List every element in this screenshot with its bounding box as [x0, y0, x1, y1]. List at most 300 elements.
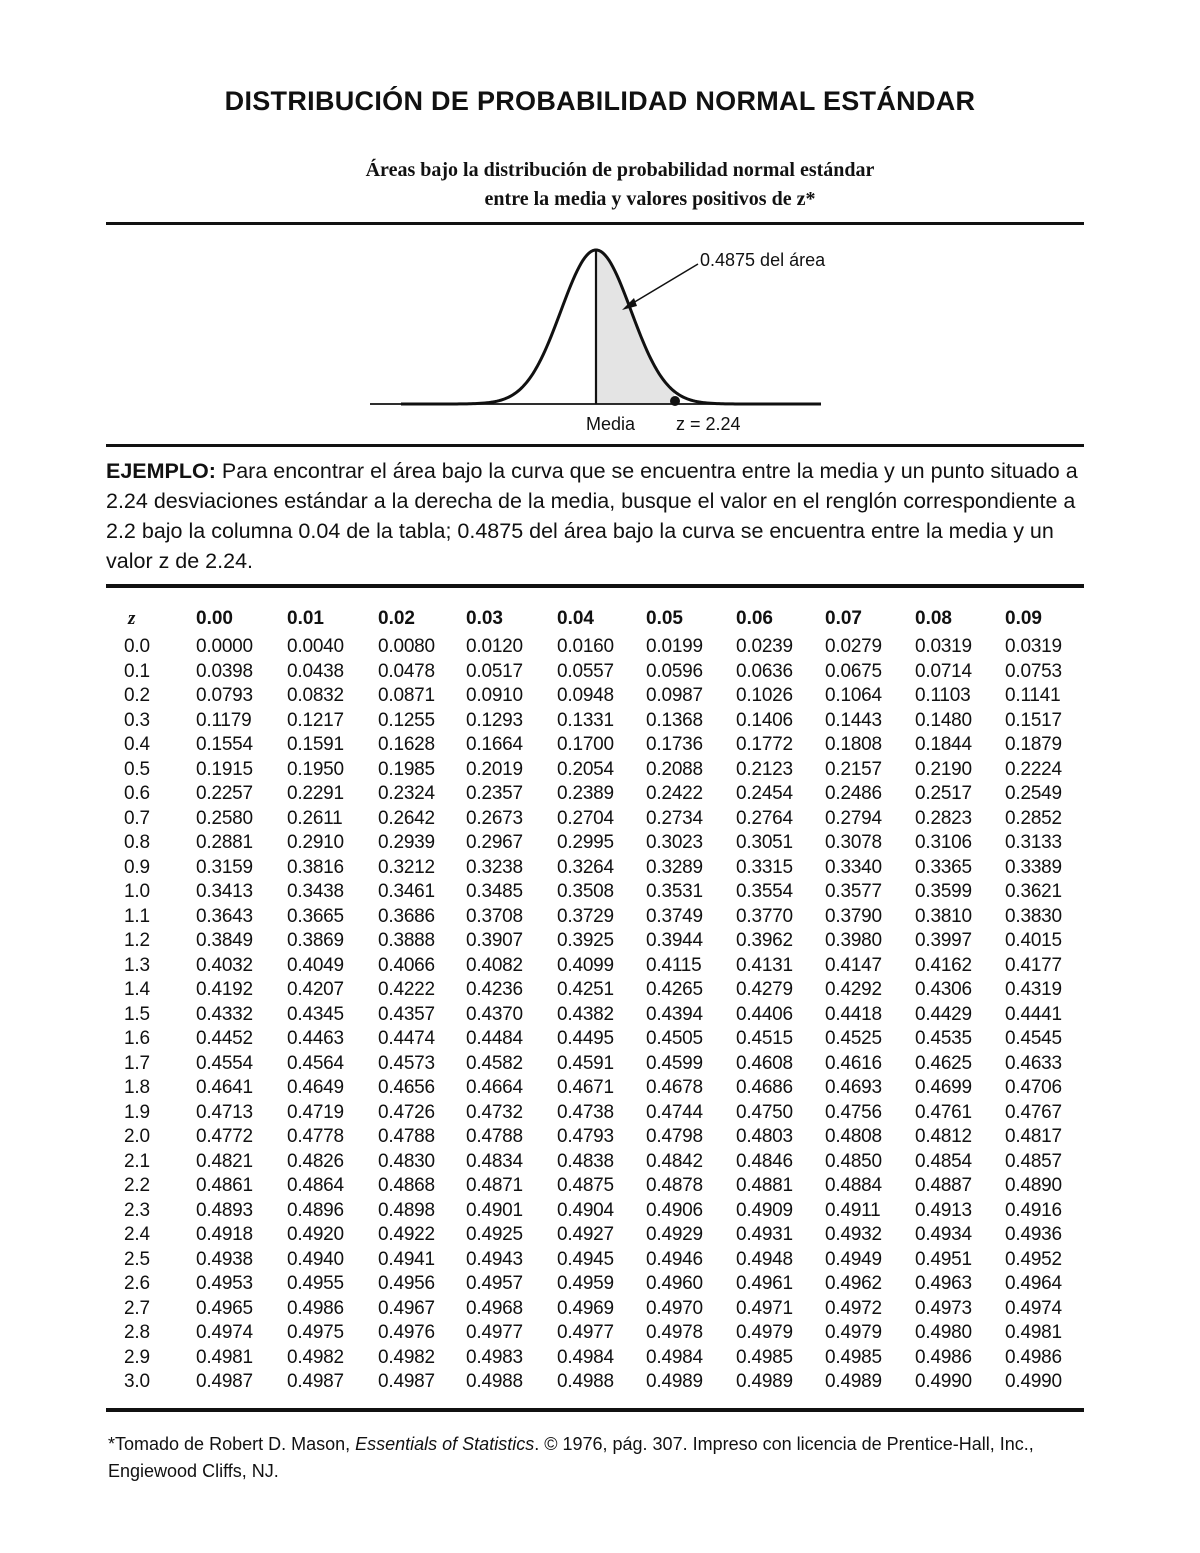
table-cell: 0.1026: [736, 685, 793, 707]
table-cell: 0.4913: [915, 1199, 972, 1221]
table-cell: 0.4265: [646, 979, 703, 1001]
table-cell: 0.4418: [825, 1003, 882, 1025]
table-cell: 0.3577: [825, 881, 882, 903]
table-cell: 0.0478: [378, 660, 435, 682]
table-cell: 0.4981: [1005, 1322, 1062, 1344]
z-row-label: 2.5: [124, 1248, 150, 1270]
table-cell: 0.3790: [825, 905, 882, 927]
table-cell: 0.3665: [287, 905, 344, 927]
column-header: 0.04: [557, 607, 594, 629]
table-row: [108, 758, 1084, 783]
table-cell: 0.4990: [915, 1371, 972, 1393]
table-cell: 0.4918: [196, 1224, 253, 1246]
table-cell: 0.4983: [466, 1346, 523, 1368]
table-cell: 0.0120: [466, 636, 523, 658]
z-row-label: 2.4: [124, 1224, 150, 1246]
table-cell: 0.4906: [646, 1199, 703, 1221]
table-cell: 0.4406: [736, 1003, 793, 1025]
table-cell: 0.3531: [646, 881, 703, 903]
table-cell: 0.4821: [196, 1150, 253, 1172]
table-cell: 0.4925: [466, 1224, 523, 1246]
table-cell: 0.2190: [915, 758, 972, 780]
table-body: [108, 635, 1084, 1395]
table-cell: 0.2704: [557, 807, 614, 829]
table-cell: 0.4957: [466, 1273, 523, 1295]
table-cell: 0.2357: [466, 783, 523, 805]
table-cell: 0.4834: [466, 1150, 523, 1172]
z-row-label: 0.9: [124, 856, 150, 878]
table-cell: 0.4969: [557, 1297, 614, 1319]
table-cell: 0.4951: [915, 1248, 972, 1270]
table-cell: 0.4970: [646, 1297, 703, 1319]
table-cell: 0.4625: [915, 1052, 972, 1074]
figure-divider: [106, 444, 1084, 447]
table-cell: 0.1808: [825, 734, 882, 756]
table-cell: 0.4564: [287, 1052, 344, 1074]
table-cell: 0.4394: [646, 1003, 703, 1025]
table-cell: 0.4964: [1005, 1273, 1062, 1295]
table-cell: 0.4980: [915, 1322, 972, 1344]
table-row: [108, 1076, 1084, 1101]
table-cell: 0.4936: [1005, 1224, 1062, 1246]
table-cell: 0.4990: [1005, 1371, 1062, 1393]
table-cell: 0.4671: [557, 1077, 614, 1099]
table-cell: 0.4979: [825, 1322, 882, 1344]
table-cell: 0.0832: [287, 685, 344, 707]
table-row: [108, 1370, 1084, 1395]
table-cell: 0.4236: [466, 979, 523, 1001]
table-cell: 0.2123: [736, 758, 793, 780]
table-cell: 0.4911: [825, 1199, 881, 1221]
table-cell: 0.2995: [557, 832, 614, 854]
table-cell: 0.1700: [557, 734, 614, 756]
table-cell: 0.2157: [825, 758, 882, 780]
table-cell: 0.4878: [646, 1175, 703, 1197]
table-cell: 0.3438: [287, 881, 344, 903]
table-cell: 0.4525: [825, 1028, 882, 1050]
table-cell: 0.4864: [287, 1175, 344, 1197]
table-cell: 0.4582: [466, 1052, 523, 1074]
table-cell: 0.4616: [825, 1052, 882, 1074]
table-row: [108, 1223, 1084, 1248]
table-cell: 0.0080: [378, 636, 435, 658]
table-cell: 0.1255: [378, 709, 435, 731]
table-cell: 0.3816: [287, 856, 344, 878]
table-cell: 0.4982: [378, 1346, 435, 1368]
table-cell: 0.4962: [825, 1273, 882, 1295]
table-cell: 0.4726: [378, 1101, 435, 1123]
table-cell: 0.4756: [825, 1101, 882, 1123]
table-cell: 0.2823: [915, 807, 972, 829]
z-row-label: 1.7: [124, 1052, 150, 1074]
table-cell: 0.0753: [1005, 660, 1062, 682]
table-cell: 0.4934: [915, 1224, 972, 1246]
column-header-z: z: [128, 607, 136, 629]
table-cell: 0.2642: [378, 807, 435, 829]
mean-label: Media: [586, 414, 636, 434]
table-cell: 0.2580: [196, 807, 253, 829]
table-cell: 0.1591: [287, 734, 344, 756]
table-cell: 0.4817: [1005, 1126, 1062, 1148]
table-cell: 0.4633: [1005, 1052, 1062, 1074]
table-row: [108, 880, 1084, 905]
table-cell: 0.4761: [915, 1101, 972, 1123]
table-header-row: [108, 602, 1084, 635]
table-cell: 0.4963: [915, 1273, 972, 1295]
table-cell: 0.1879: [1005, 734, 1062, 756]
z-row-label: 0.0: [124, 636, 150, 658]
table-row: [108, 709, 1084, 734]
table-cell: 0.3849: [196, 930, 253, 952]
table-cell: 0.3749: [646, 905, 703, 927]
table-cell: 0.0793: [196, 685, 253, 707]
table-cell: 0.3238: [466, 856, 523, 878]
table-cell: 0.4207: [287, 979, 344, 1001]
table-cell: 0.4808: [825, 1126, 882, 1148]
table-cell: 0.3159: [196, 856, 253, 878]
table-cell: 0.2517: [915, 783, 972, 805]
table-row: [108, 1174, 1084, 1199]
table-cell: 0.4916: [1005, 1199, 1062, 1221]
table-cell: 0.4973: [915, 1297, 972, 1319]
column-header: 0.07: [825, 607, 862, 629]
table-row: [108, 684, 1084, 709]
table-cell: 0.4545: [1005, 1028, 1062, 1050]
table-cell: 0.4693: [825, 1077, 882, 1099]
table-cell: 0.4881: [736, 1175, 793, 1197]
table-row: [108, 905, 1084, 930]
table-row: [108, 1003, 1084, 1028]
z-row-label: 2.0: [124, 1126, 150, 1148]
table-cell: 0.4976: [378, 1322, 435, 1344]
page-title: DISTRIBUCIÓN DE PROBABILIDAD NORMAL ESTÁNDAR: [224, 86, 976, 116]
table-cell: 0.4898: [378, 1199, 435, 1221]
table-cell: 0.4949: [825, 1248, 882, 1270]
table-cell: 0.4989: [825, 1371, 882, 1393]
table-cell: 0.2454: [736, 783, 793, 805]
z-row-label: 0.8: [124, 832, 150, 854]
table-cell: 0.4971: [736, 1297, 793, 1319]
z-row-label: 2.2: [124, 1175, 150, 1197]
table-cell: 0.4953: [196, 1273, 253, 1295]
table-cell: 0.4938: [196, 1248, 253, 1270]
table-cell: 0.4066: [378, 954, 435, 976]
table-cell: 0.0319: [915, 636, 972, 658]
table-cell: 0.4979: [736, 1322, 793, 1344]
z-row-label: 3.0: [124, 1371, 150, 1393]
table-cell: 0.4985: [736, 1346, 793, 1368]
table-cell: 0.0636: [736, 660, 793, 682]
normal-curve-svg: [106, 226, 1084, 444]
z-row-label: 1.4: [124, 979, 150, 1001]
footnote-suffix: . © 1976, pág. 307. Impreso con licencia de Prentice-Hall, Inc., Engiewood Cliffs, NJ.: [108, 1434, 1034, 1481]
table-cell: 0.2734: [646, 807, 703, 829]
table-cell: 0.3925: [557, 930, 614, 952]
table-cell: 0.4441: [1005, 1003, 1062, 1025]
example-paragraph: [106, 456, 1096, 576]
table-cell: 0.4945: [557, 1248, 614, 1270]
table-cell: 0.4929: [646, 1224, 703, 1246]
table-cell: 0.4909: [736, 1199, 793, 1221]
table-cell: 0.0398: [196, 660, 253, 682]
table-cell: 0.1915: [196, 758, 253, 780]
table-cell: 0.4429: [915, 1003, 972, 1025]
table-cell: 0.3264: [557, 856, 614, 878]
table-cell: 0.4989: [646, 1371, 703, 1393]
table-cell: 0.4972: [825, 1297, 882, 1319]
column-header: 0.08: [915, 607, 952, 629]
table-cell: 0.4015: [1005, 930, 1062, 952]
normal-curve-figure: [106, 226, 1084, 444]
table-cell: 0.4812: [915, 1126, 972, 1148]
table-cell: 0.4955: [287, 1273, 344, 1295]
table-cell: 0.4515: [736, 1028, 793, 1050]
table-cell: 0.4099: [557, 954, 614, 976]
table-cell: 0.4788: [378, 1126, 435, 1148]
table-cell: 0.4772: [196, 1126, 253, 1148]
table-cell: 0.4981: [196, 1346, 253, 1368]
table-cell: 0.4984: [557, 1346, 614, 1368]
table-cell: 0.0714: [915, 660, 972, 682]
table-cell: 0.4868: [378, 1175, 435, 1197]
table-cell: 0.4732: [466, 1101, 523, 1123]
table-row: [108, 1101, 1084, 1126]
table-cell: 0.1406: [736, 709, 793, 731]
table-cell: 0.4803: [736, 1126, 793, 1148]
table-cell: 0.4686: [736, 1077, 793, 1099]
table-cell: 0.0871: [378, 685, 435, 707]
table-cell: 0.0596: [646, 660, 703, 682]
z-row-label: 1.1: [124, 905, 150, 927]
table-row: [108, 733, 1084, 758]
table-cell: 0.2611: [287, 807, 343, 829]
z-row-label: 2.7: [124, 1297, 150, 1319]
table-row: [108, 978, 1084, 1003]
table-cell: 0.4952: [1005, 1248, 1062, 1270]
table-cell: 0.3315: [736, 856, 793, 878]
table-cell: 0.4887: [915, 1175, 972, 1197]
z-row-label: 1.5: [124, 1003, 150, 1025]
subtitle-line-1: Áreas bajo la distribución de probabilidad normal estándar: [365, 159, 875, 181]
table-cell: 0.1517: [1005, 709, 1062, 731]
example-text: Para encontrar el área bajo la curva que se encuentra entre la media y un punto situado a 2.24 desviaciones estándar a la derecha de la media, busque el valor en el renglón correspondiente a 2.2 bajo la columna 0.04 de la tabla; 0.4875 del área bajo la curva se encuentra entre la media y un valor z de 2.24.: [106, 459, 1078, 573]
table-cell: 0.4370: [466, 1003, 523, 1025]
table-cell: 0.4987: [378, 1371, 435, 1393]
table-row: [108, 782, 1084, 807]
table-cell: 0.2673: [466, 807, 523, 829]
table-cell: 0.4251: [557, 979, 614, 1001]
table-cell: 0.4846: [736, 1150, 793, 1172]
column-header: 0.06: [736, 607, 773, 629]
table-cell: 0.2486: [825, 783, 882, 805]
table-cell: 0.0948: [557, 685, 614, 707]
column-header: 0.03: [466, 607, 503, 629]
table-cell: 0.4357: [378, 1003, 435, 1025]
table-cell: 0.1736: [646, 734, 703, 756]
table-row: [108, 954, 1084, 979]
z-row-label: 2.9: [124, 1346, 150, 1368]
table-row: [108, 856, 1084, 881]
z-row-label: 0.6: [124, 783, 150, 805]
table-cell: 0.1179: [196, 709, 252, 731]
table-cell: 0.4713: [196, 1101, 253, 1123]
table-cell: 0.3708: [466, 905, 523, 927]
table-cell: 0.4987: [196, 1371, 253, 1393]
z-row-label: 1.2: [124, 930, 150, 952]
table-cell: 0.4505: [646, 1028, 703, 1050]
table-cell: 0.0239: [736, 636, 793, 658]
table-cell: 0.4699: [915, 1077, 972, 1099]
table-row: [108, 635, 1084, 660]
table-cell: 0.4798: [646, 1126, 703, 1148]
table-cell: 0.3980: [825, 930, 882, 952]
table-cell: 0.4975: [287, 1322, 344, 1344]
table-cell: 0.2291: [287, 783, 344, 805]
table-cell: 0.4738: [557, 1101, 614, 1123]
table-cell: 0.4573: [378, 1052, 435, 1074]
table-cell: 0.4987: [287, 1371, 344, 1393]
table-cell: 0.4744: [646, 1101, 703, 1123]
z-point-marker: [670, 396, 680, 406]
z-row-label: 2.3: [124, 1199, 150, 1221]
table-cell: 0.0987: [646, 685, 703, 707]
table-cell: 0.4535: [915, 1028, 972, 1050]
table-cell: 0.1985: [378, 758, 435, 780]
table-cell: 0.3340: [825, 856, 882, 878]
table-cell: 0.4678: [646, 1077, 703, 1099]
table-cell: 0.4292: [825, 979, 882, 1001]
table-cell: 0.4986: [287, 1297, 344, 1319]
table-row: [108, 1297, 1084, 1322]
table-cell: 0.2794: [825, 807, 882, 829]
table-cell: 0.4989: [736, 1371, 793, 1393]
footnote-prefix: *Tomado de Robert D. Mason,: [108, 1434, 356, 1454]
table-cell: 0.4495: [557, 1028, 614, 1050]
table-cell: 0.4192: [196, 979, 253, 1001]
table-cell: 0.4830: [378, 1150, 435, 1172]
table-cell: 0.3051: [736, 832, 793, 854]
z-row-label: 0.7: [124, 807, 150, 829]
table-cell: 0.4719: [287, 1101, 344, 1123]
table-cell: 0.2967: [466, 832, 523, 854]
subtitle-line-2: entre la media y valores positivos de z*: [484, 188, 816, 210]
table-cell: 0.1443: [825, 709, 882, 731]
table-cell: 0.0040: [287, 636, 344, 658]
table-cell: 0.4920: [287, 1224, 344, 1246]
table-cell: 0.4893: [196, 1199, 253, 1221]
table-cell: 0.0438: [287, 660, 344, 682]
table-cell: 0.4974: [196, 1322, 253, 1344]
z-row-label: 2.6: [124, 1273, 150, 1295]
table-cell: 0.0000: [196, 636, 253, 658]
table-cell: 0.4943: [466, 1248, 523, 1270]
z-row-label: 2.8: [124, 1322, 150, 1344]
table-cell: 0.4871: [466, 1175, 523, 1197]
table-row: [108, 807, 1084, 832]
table-cell: 0.1293: [466, 709, 523, 731]
table-cell: 0.4890: [1005, 1175, 1062, 1197]
table-cell: 0.3413: [196, 881, 253, 903]
table-cell: 0.0517: [466, 660, 523, 682]
table-row: [108, 1052, 1084, 1077]
table-cell: 0.2910: [287, 832, 344, 854]
table-cell: 0.0279: [825, 636, 882, 658]
table-cell: 0.3508: [557, 881, 614, 903]
table-cell: 0.3621: [1005, 881, 1062, 903]
table-cell: 0.4131: [736, 954, 793, 976]
table-cell: 0.4788: [466, 1126, 523, 1148]
table-cell: 0.4664: [466, 1077, 523, 1099]
example-label: EJEMPLO:: [106, 459, 216, 483]
area-label: 0.4875 del área: [700, 250, 826, 270]
table-cell: 0.4750: [736, 1101, 793, 1123]
z-row-label: 2.1: [124, 1150, 150, 1172]
table-cell: 0.3686: [378, 905, 435, 927]
table-cell: 0.4977: [466, 1322, 523, 1344]
table-cell: 0.1217: [287, 709, 344, 731]
z-row-label: 0.3: [124, 709, 150, 731]
table-cell: 0.1331: [557, 709, 614, 731]
column-header: 0.01: [287, 607, 324, 629]
table-cell: 0.4922: [378, 1224, 435, 1246]
table-cell: 0.3830: [1005, 905, 1062, 927]
table-cell: 0.4884: [825, 1175, 882, 1197]
table-cell: 0.3810: [915, 905, 972, 927]
table-row: [108, 831, 1084, 856]
table-bottom-rule: [106, 1408, 1084, 1412]
table-cell: 0.0910: [466, 685, 523, 707]
table-cell: 0.4115: [646, 954, 702, 976]
table-cell: 0.4778: [287, 1126, 344, 1148]
z-row-label: 1.6: [124, 1028, 150, 1050]
table-cell: 0.4279: [736, 979, 793, 1001]
table-cell: 0.0199: [646, 636, 703, 658]
z-row-label: 0.2: [124, 685, 150, 707]
table-cell: 0.4986: [1005, 1346, 1062, 1368]
table-cell: 0.4861: [196, 1175, 253, 1197]
column-header: 0.09: [1005, 607, 1042, 629]
z-row-label: 1.0: [124, 881, 150, 903]
table-cell: 0.3212: [378, 856, 435, 878]
table-cell: 0.2019: [466, 758, 523, 780]
table-cell: 0.3461: [378, 881, 435, 903]
table-row: [108, 1199, 1084, 1224]
table-cell: 0.2764: [736, 807, 793, 829]
table-cell: 0.4961: [736, 1273, 793, 1295]
table-cell: 0.4959: [557, 1273, 614, 1295]
footnote-book-title: Essentials of Statistics: [355, 1434, 535, 1454]
z-label: z = 2.24: [676, 414, 741, 434]
footnote: [108, 1431, 1098, 1485]
table-cell: 0.1664: [466, 734, 523, 756]
table-cell: 0.4656: [378, 1077, 435, 1099]
table-cell: 0.4850: [825, 1150, 882, 1172]
column-header: 0.00: [196, 607, 233, 629]
column-header: 0.05: [646, 607, 683, 629]
table-cell: 0.4222: [378, 979, 435, 1001]
table-top-rule: [106, 584, 1084, 588]
table-cell: 0.1772: [736, 734, 793, 756]
z-row-label: 1.3: [124, 954, 150, 976]
table-cell: 0.3133: [1005, 832, 1062, 854]
table-cell: 0.3944: [646, 930, 703, 952]
table-cell: 0.2257: [196, 783, 253, 805]
table-cell: 0.4977: [557, 1322, 614, 1344]
table-cell: 0.4901: [466, 1199, 523, 1221]
table-cell: 0.4927: [557, 1224, 614, 1246]
table-cell: 0.1554: [196, 734, 253, 756]
table-cell: 0.4940: [287, 1248, 344, 1270]
